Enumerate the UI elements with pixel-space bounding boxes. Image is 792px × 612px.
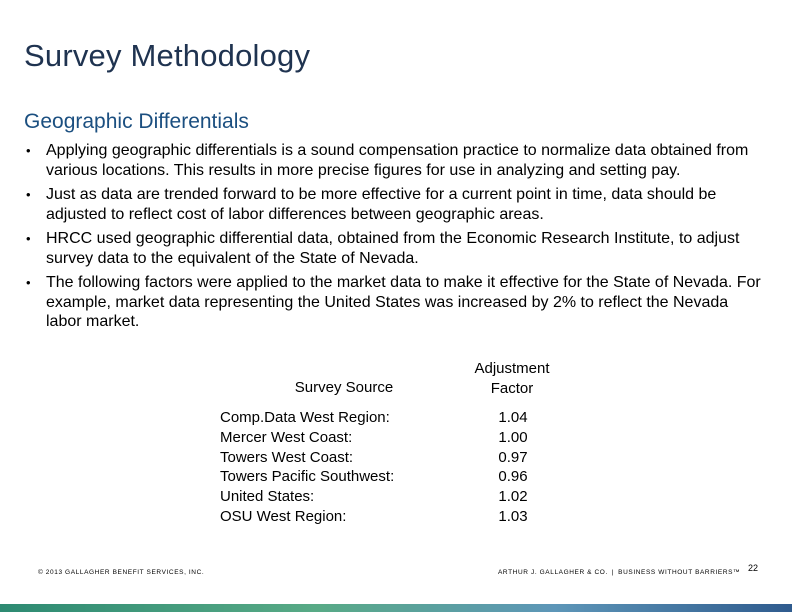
source-column — [220, 408, 394, 527]
table-header-source: Survey Source — [294, 379, 394, 396]
table-row-factor: 1.04 — [498, 409, 528, 426]
bullet-icon: • — [26, 143, 31, 158]
bullet-icon: • — [26, 187, 31, 202]
page-number: 22 — [748, 563, 759, 573]
footer-company — [498, 569, 740, 576]
table-row-factor: 1.00 — [498, 428, 528, 446]
factor-column — [470, 408, 556, 527]
footer-company-name: ARTHUR J. GALLAGHER & CO. — [498, 569, 608, 576]
bullet-text: Applying geographic differentials is a sound compensation practice to normalize data obtained from various locations. This results in more precise figures for use in analyzing and setting pay. — [46, 142, 749, 179]
bullet-item — [26, 185, 766, 224]
bullet-icon: • — [26, 231, 31, 246]
table-row-factor: 0.97 — [498, 448, 528, 466]
footer-tagline: BUSINESS WITHOUT BARRIERS™ — [618, 569, 741, 576]
footer-copyright: © 2013 GALLAGHER BENEFIT SERVICES, INC. — [38, 569, 205, 576]
bullet-list — [26, 141, 766, 337]
page-title: Survey Methodology — [24, 38, 311, 73]
table-row-source: Comp.Data West Region: — [220, 409, 390, 426]
footer-gradient-bar — [0, 604, 792, 612]
table-header-factor-line2: Factor — [490, 379, 534, 397]
table-row-factor: 1.02 — [498, 488, 528, 506]
bullet-text: The following factors were applied to the market data to make it effective for the State of Nevada. For example, market data representing the United States was increased by 2% to reflect the Nevada labor market. — [46, 274, 761, 330]
table-row-source: Towers West Coast: — [220, 448, 354, 466]
bullet-icon: • — [26, 275, 31, 290]
bullet-text: Just as data are trended forward to be more effective for a current point in time, data should be adjusted to reflect cost of labor differences between geographic areas. — [46, 186, 717, 223]
bullet-item — [26, 229, 766, 268]
footer-separator: | — [611, 569, 615, 576]
bullet-item — [26, 273, 766, 332]
table-row-factor: 1.03 — [498, 507, 528, 525]
table-row-factor: 0.96 — [498, 468, 528, 486]
table-header-factor — [456, 359, 568, 398]
section-subtitle: Geographic Differentials — [24, 110, 249, 133]
bullet-text: HRCC used geographic differential data, obtained from the Economic Research Institute, to adjust survey data to the equivalent of the State of Nevada. — [46, 230, 740, 267]
table-row-source: Mercer West Coast: — [220, 428, 353, 446]
table-header-factor-line1: Adjustment — [474, 360, 550, 377]
bullet-item — [26, 141, 766, 180]
table-row-source: OSU West Region: — [220, 507, 347, 525]
table-row-source: Towers Pacific Southwest: — [220, 468, 395, 486]
table-row-source: United States: — [220, 488, 315, 506]
